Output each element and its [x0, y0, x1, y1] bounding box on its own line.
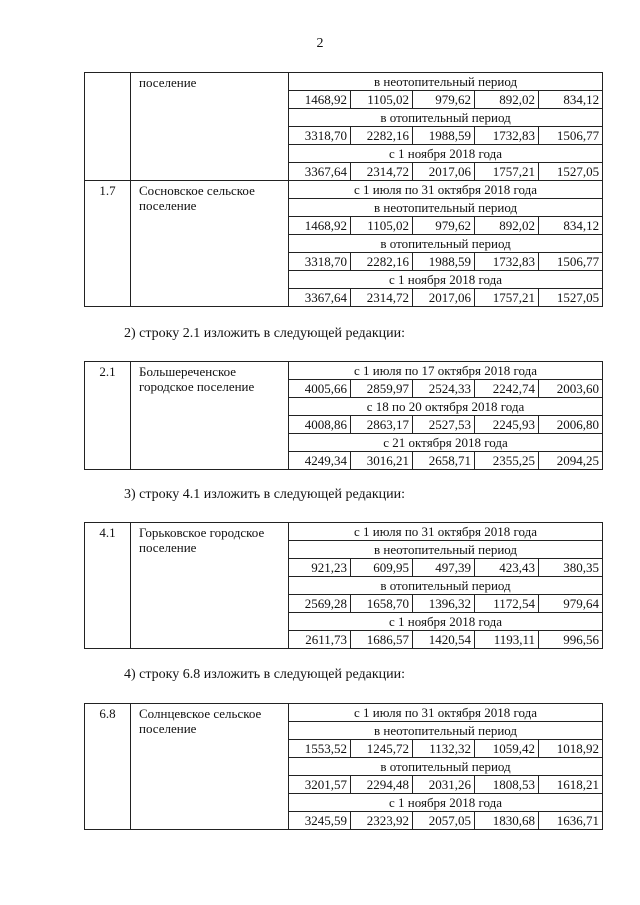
period-label: с 21 октября 2018 года	[289, 434, 603, 452]
tariff-value: 1808,53	[475, 776, 539, 794]
tariff-value: 2017,06	[413, 163, 475, 181]
settlement-name: поселение	[131, 73, 289, 181]
tariff-value: 3201,57	[289, 776, 351, 794]
period-label: с 1 ноября 2018 года	[289, 145, 603, 163]
tariff-value: 1527,05	[539, 289, 603, 307]
period-label: с 1 июля по 31 октября 2018 года	[289, 704, 603, 722]
tariff-value: 979,62	[413, 217, 475, 235]
period-label: в неотопительный период	[289, 73, 603, 91]
tariff-value: 3016,21	[351, 452, 413, 470]
tariff-value: 1553,52	[289, 740, 351, 758]
tariff-value: 1018,92	[539, 740, 603, 758]
tariff-value: 3318,70	[289, 127, 351, 145]
tariff-value: 1396,32	[413, 595, 475, 613]
tariff-value: 2294,48	[351, 776, 413, 794]
row-number: 1.7	[85, 181, 131, 307]
table-row	[85, 362, 603, 380]
tariff-value: 3245,59	[289, 812, 351, 830]
tariff-value: 1636,71	[539, 812, 603, 830]
tariff-value: 1059,42	[475, 740, 539, 758]
tariff-value: 1757,21	[475, 163, 539, 181]
period-label: в отопительный период	[289, 577, 603, 595]
tariff-value: 979,62	[413, 91, 475, 109]
amendment-note-4: 4) строку 6.8 изложить в следующей редакции:	[124, 667, 406, 682]
tariff-value: 2355,25	[475, 452, 539, 470]
tariff-value: 2859,97	[351, 380, 413, 398]
tariff-value: 892,02	[475, 91, 539, 109]
tariff-value: 609,95	[351, 559, 413, 577]
tariff-value: 2323,92	[351, 812, 413, 830]
tariff-value: 1732,83	[475, 127, 539, 145]
tariff-value: 380,35	[539, 559, 603, 577]
row-number: 2.1	[85, 362, 131, 470]
tariff-value: 892,02	[475, 217, 539, 235]
period-label: в отопительный период	[289, 109, 603, 127]
tariff-value: 1468,92	[289, 91, 351, 109]
tariff-value: 1506,77	[539, 127, 603, 145]
tariff-value: 834,12	[539, 91, 603, 109]
tariff-value: 1193,11	[475, 631, 539, 649]
period-label: с 1 ноября 2018 года	[289, 794, 603, 812]
table-row	[85, 523, 603, 541]
tariff-value: 2314,72	[351, 163, 413, 181]
tariff-value: 2245,93	[475, 416, 539, 434]
tariff-value: 1132,32	[413, 740, 475, 758]
amendment-note-3: 3) строку 4.1 изложить в следующей редакции:	[124, 487, 406, 502]
tariff-value: 2282,16	[351, 127, 413, 145]
settlement-name: Большереченское городское поселение	[131, 362, 289, 470]
tariff-value: 3367,64	[289, 163, 351, 181]
tariff-table-2	[84, 361, 603, 470]
tariff-value: 921,23	[289, 559, 351, 577]
period-label: в отопительный период	[289, 235, 603, 253]
tariff-value: 1105,02	[351, 217, 413, 235]
settlement-name: Сосновское сельское поселение	[131, 181, 289, 307]
tariff-value: 2094,25	[539, 452, 603, 470]
row-number	[85, 73, 131, 181]
period-label: в неотопительный период	[289, 541, 603, 559]
tariff-value: 2031,26	[413, 776, 475, 794]
tariff-table-4	[84, 703, 603, 830]
tariff-value: 1506,77	[539, 253, 603, 271]
period-label: с 1 июля по 31 октября 2018 года	[289, 181, 603, 199]
tariff-value: 1420,54	[413, 631, 475, 649]
tariff-value: 2527,53	[413, 416, 475, 434]
tariff-value: 1686,57	[351, 631, 413, 649]
tariff-value: 2863,17	[351, 416, 413, 434]
tariff-value: 4005,66	[289, 380, 351, 398]
amendment-note-2: 2) строку 2.1 изложить в следующей редакции:	[124, 326, 406, 341]
tariff-value: 2003,60	[539, 380, 603, 398]
settlement-name: Солнцевское сельское поселение	[131, 704, 289, 830]
tariff-value: 2242,74	[475, 380, 539, 398]
period-label: с 1 июля по 31 октября 2018 года	[289, 523, 603, 541]
tariff-value: 1757,21	[475, 289, 539, 307]
table-row	[85, 181, 603, 199]
tariff-value: 2314,72	[351, 289, 413, 307]
tariff-table-1	[84, 72, 603, 307]
tariff-value: 1618,21	[539, 776, 603, 794]
table-row	[85, 73, 603, 91]
period-label: с 1 ноября 2018 года	[289, 613, 603, 631]
tariff-value: 2524,33	[413, 380, 475, 398]
tariff-value: 1105,02	[351, 91, 413, 109]
tariff-value: 4249,34	[289, 452, 351, 470]
tariff-value: 1468,92	[289, 217, 351, 235]
period-label: с 1 июля по 17 октября 2018 года	[289, 362, 603, 380]
row-number: 4.1	[85, 523, 131, 649]
tariff-value: 1527,05	[539, 163, 603, 181]
settlement-name: Горьковское городское поселение	[131, 523, 289, 649]
table-row	[85, 704, 603, 722]
tariff-value: 2057,05	[413, 812, 475, 830]
tariff-value: 3318,70	[289, 253, 351, 271]
tariff-value: 979,64	[539, 595, 603, 613]
tariff-value: 1172,54	[475, 595, 539, 613]
row-number: 6.8	[85, 704, 131, 830]
period-label: в неотопительный период	[289, 722, 603, 740]
tariff-value: 3367,64	[289, 289, 351, 307]
period-label: в отопительный период	[289, 758, 603, 776]
period-label: в неотопительный период	[289, 199, 603, 217]
tariff-value: 996,56	[539, 631, 603, 649]
tariff-value: 4008,86	[289, 416, 351, 434]
tariff-value: 1988,59	[413, 253, 475, 271]
tariff-value: 2006,80	[539, 416, 603, 434]
period-label: с 18 по 20 октября 2018 года	[289, 398, 603, 416]
tariff-value: 2611,73	[289, 631, 351, 649]
tariff-value: 2017,06	[413, 289, 475, 307]
tariff-value: 497,39	[413, 559, 475, 577]
period-label: с 1 ноября 2018 года	[289, 271, 603, 289]
tariff-value: 1988,59	[413, 127, 475, 145]
tariff-value: 2569,28	[289, 595, 351, 613]
tariff-value: 1732,83	[475, 253, 539, 271]
tariff-value: 423,43	[475, 559, 539, 577]
page-number: 2	[316, 36, 324, 51]
tariff-table-3	[84, 522, 603, 649]
tariff-value: 1245,72	[351, 740, 413, 758]
tariff-value: 2658,71	[413, 452, 475, 470]
tariff-value: 1658,70	[351, 595, 413, 613]
tariff-value: 2282,16	[351, 253, 413, 271]
tariff-value: 834,12	[539, 217, 603, 235]
tariff-value: 1830,68	[475, 812, 539, 830]
